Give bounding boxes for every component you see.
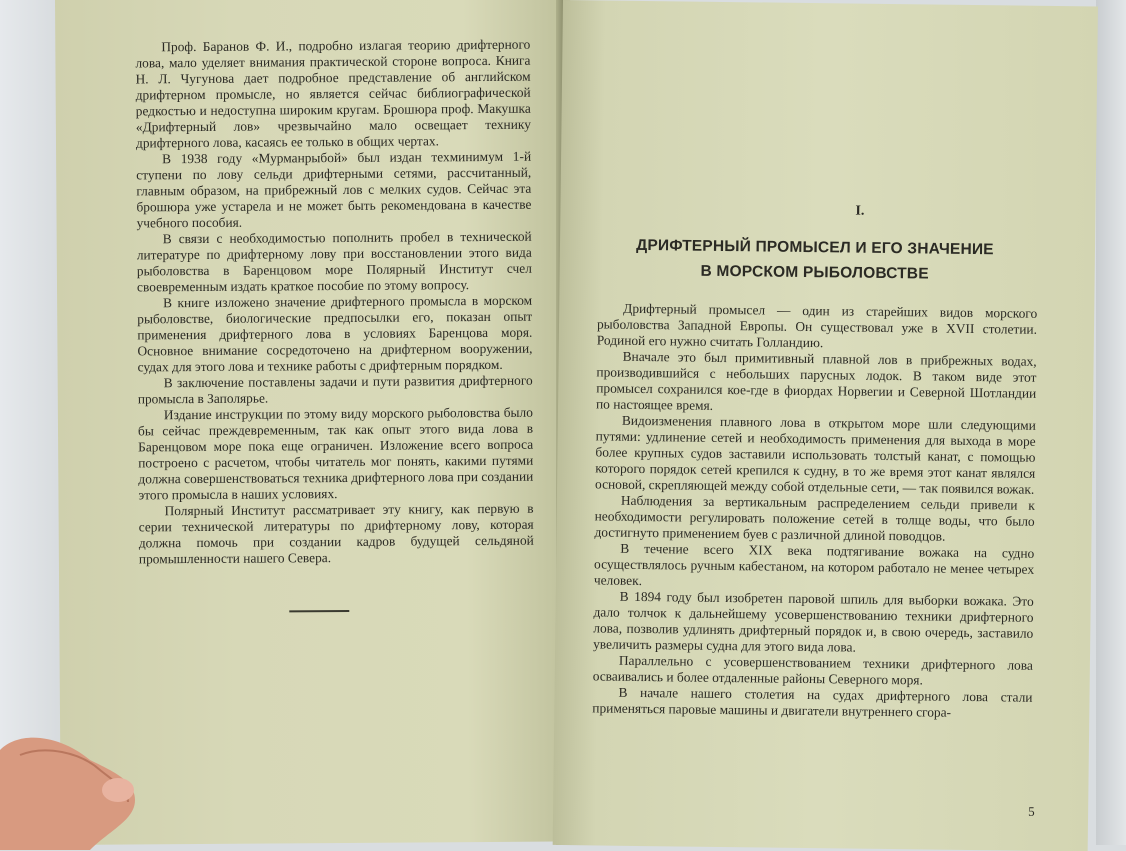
left-paragraph-5: В заключение поставлены задачи и пути развития дрифтерного промысла в Заполярье.: [137, 372, 533, 407]
hand-holding-book: [0, 690, 160, 850]
right-page-text: [592, 300, 1037, 721]
right-page: [553, 0, 1098, 851]
chapter-title-line-2: В МОРСКОМ РЫБОЛОВСТВЕ: [700, 262, 929, 283]
right-paragraph-5: В течение всего XIX века подтягивание вожака на судно осуществлялось ручным кабестаном, на котором работало не менее четырех человек.: [593, 540, 1035, 589]
right-paragraph-6: В 1894 году был изобретен паровой шпиль для выборки вожака. Это дало толчок к дальнейшему усовершенствованию техники дрифтерного лова, позволив удлинять дрифтерный порядок и, в свою очередь, заставило увеличить размеры судна для этого вида лова.: [593, 588, 1034, 655]
right-paragraph-4: Наблюдения за вертикальным распределением сельди привели к необходимости регулировать положение сетей в толще воды, что было достигнуто применением буев с различной длиной поводцов.: [594, 492, 1035, 544]
chapter-title: [600, 232, 1031, 287]
right-paragraph-8: В начале нашего столетия на судах дрифтерного лова стали применяться паровые машины и двигатели внутреннего сгора-: [592, 684, 1033, 720]
left-paragraph-1: Проф. Баранов Ф. И., подробно излагая теорию дрифтерного лова, мало уделяет внимания практической стороне вопроса. Книга Н. Л. Чугунова дает подробное представление об английском дрифтерном промысле, но является сейчас библиографической редкостью и недоступна широким кругам. Брошюра проф. Макушка «Дрифтерный лов» чрезвычайно мало освещает технику дрифтерного лова, касаясь ее только в общих чертах.: [135, 36, 531, 151]
chapter-title-line-1: ДРИФТЕРНЫЙ ПРОМЫСЕЛ И ЕГО ЗНАЧЕНИЕ: [636, 236, 994, 259]
left-paragraph-7: Полярный Институт рассматривает эту книгу, как первую в серии технической литературы по дрифтерному лову, которая должна помочь при создании кадров будущей сельдяной промышленности нашего Севера.: [138, 500, 534, 567]
right-paragraph-1: Дрифтерный промысел — один из старейших видов морского рыболовства Западной Европы. Он существовал уже в XVII столетии. Родиной его нужно считать Голландию.: [596, 300, 1038, 351]
left-page-text: [135, 37, 534, 568]
right-paragraph-2: Вначале это был примитивный плавной лов в прибрежных водах, производившийся с небольших парусных лодок. В таком виде этот промысел сохранился кое-где в фиордах Норвегии и Северной Шотландии по настоящее время.: [595, 348, 1037, 413]
page-number: 5: [1028, 803, 1035, 819]
left-paragraph-4: В книге изложено значение дрифтерного промысла в морском рыболовстве, биологические предпосылки его, показан опыт применения дрифтерного лова в условиях Баренцова моря. Основное внимание сосредоточено на дрифтерном вооружении, судах для этого лова и технике работы с дрифтерным порядком.: [137, 292, 533, 375]
left-paragraph-2: В 1938 году «Мурманрыбой» был издан техминимум 1-й ступени по лову сельди дрифтерными сетями, рассчитанный, главным образом, на прибрежный лов с мелких судов. Сейчас эта брошюра уже устарела и не может быть рекомендована в качестве учебного пособия.: [136, 148, 532, 231]
section-divider: [289, 610, 349, 612]
left-paragraph-6: Издание инструкции по этому виду морского рыболовства было бы сейчас преждевременным, так как опыт этого вида лова в Баренцовом море пока еще ограничен. Изложение всего вопроса построено с расчетом, чтобы читатель мог понять, какими путями должна совершенствоваться техника дрифтерного лова при создании этого промысла в наших условиях.: [137, 404, 534, 503]
right-paragraph-3: Видоизменения плавного лова в открытом море шли следующими путями: удлинение сетей и необходимость применения для выхода в море более крупных судов заставили использовать толстый канат, с помощью которого порядок сетей крепился к судну, в то же время этот канат являлся основой, скрепляющей между собой отдельные сети, — так появился вожак.: [594, 412, 1036, 497]
left-paragraph-3: В связи с необходимостью пополнить пробел в технической литературе по дрифтерному лову при восстановлении этого вида рыболовства в Баренцовом море Полярный Институт счел своевременным издать краткое пособие по этому вопросу.: [136, 228, 532, 295]
chapter-number: I.: [855, 203, 865, 219]
right-paragraph-7: Параллельно с усовершенствованием техники дрифтерного лова осваивались и более отдаленные районы Северного моря.: [592, 652, 1033, 688]
background-right: [1096, 0, 1126, 845]
